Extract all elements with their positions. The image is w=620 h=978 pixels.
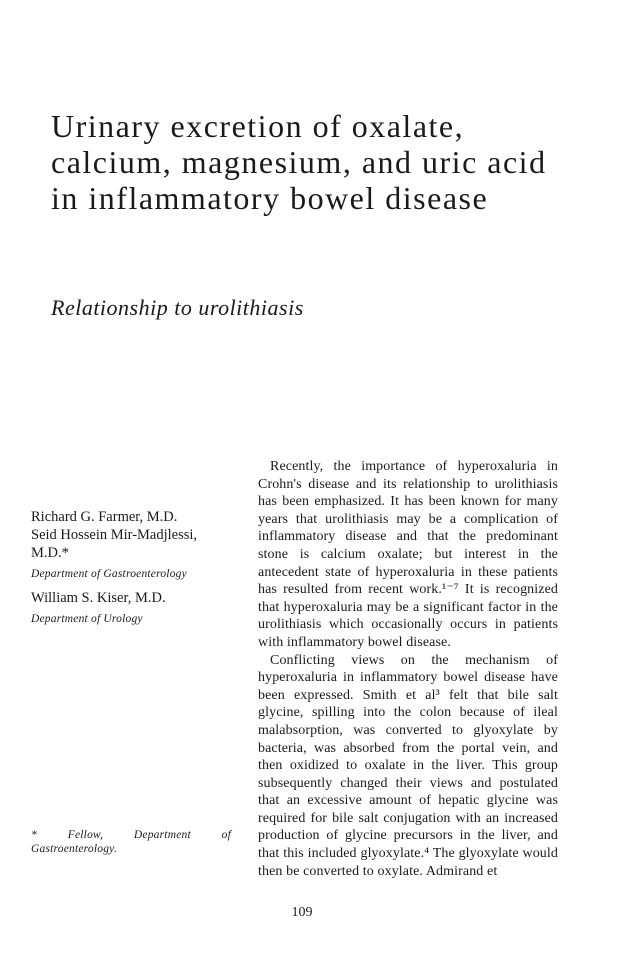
author-affiliation: Department of Gastroenterology <box>31 568 187 580</box>
author-name: Richard G. Farmer, M.D. <box>31 509 178 525</box>
article-body <box>258 458 558 880</box>
author-name: William S. Kiser, M.D. <box>31 590 166 606</box>
article-title: Urinary excretion of oxalate, calcium, magnesium, and uric acid in inflammatory bowel disease <box>51 108 547 216</box>
author-name: Seid Hossein Mir-Madjlessi, M.D.* <box>31 527 198 561</box>
body-paragraph: Recently, the importance of hyperoxaluria in Crohn's disease and its relationship to urolithiasis has been emphasized. It has been known for many years that urolithiasis may be a complication of inflammatory disease and that the predominant stone is calcium oxalate; but interest in the antecedent state of hyperoxaluria in these patients has resulted from recent work.¹⁻⁷ It is recognized that hyperoxaluria may be a significant factor in the urolithiasis which occasionally occurs in patients with inflammatory bowel disease. <box>258 459 558 650</box>
body-paragraph: Conflicting views on the mechanism of hyperoxaluria in inflammatory bowel disease have been expressed. Smith et al³ felt that bile salt glycine, spilling into the colon because of ileal malabsorption, was converted to glyoxylate by bacteria, was absorbed from the portal vein, and then oxidized to oxalate in the liver. This group subsequently changed their views and postulated that an excessive amount of hepatic glycine was required for bile salt conjugation with an increased production of glycine precursors in the liver, and that this included glyoxylate.⁴ The glyoxylate would then be converted to oxylate. Admirand et <box>258 652 558 879</box>
author-affiliation: Department of Urology <box>31 613 143 625</box>
author-block <box>31 508 231 634</box>
article-subtitle: Relationship to urolithiasis <box>51 295 304 320</box>
author-footnote: * Fellow, Department of Gastroenterology. <box>31 829 231 855</box>
page-number: 109 <box>291 905 313 920</box>
